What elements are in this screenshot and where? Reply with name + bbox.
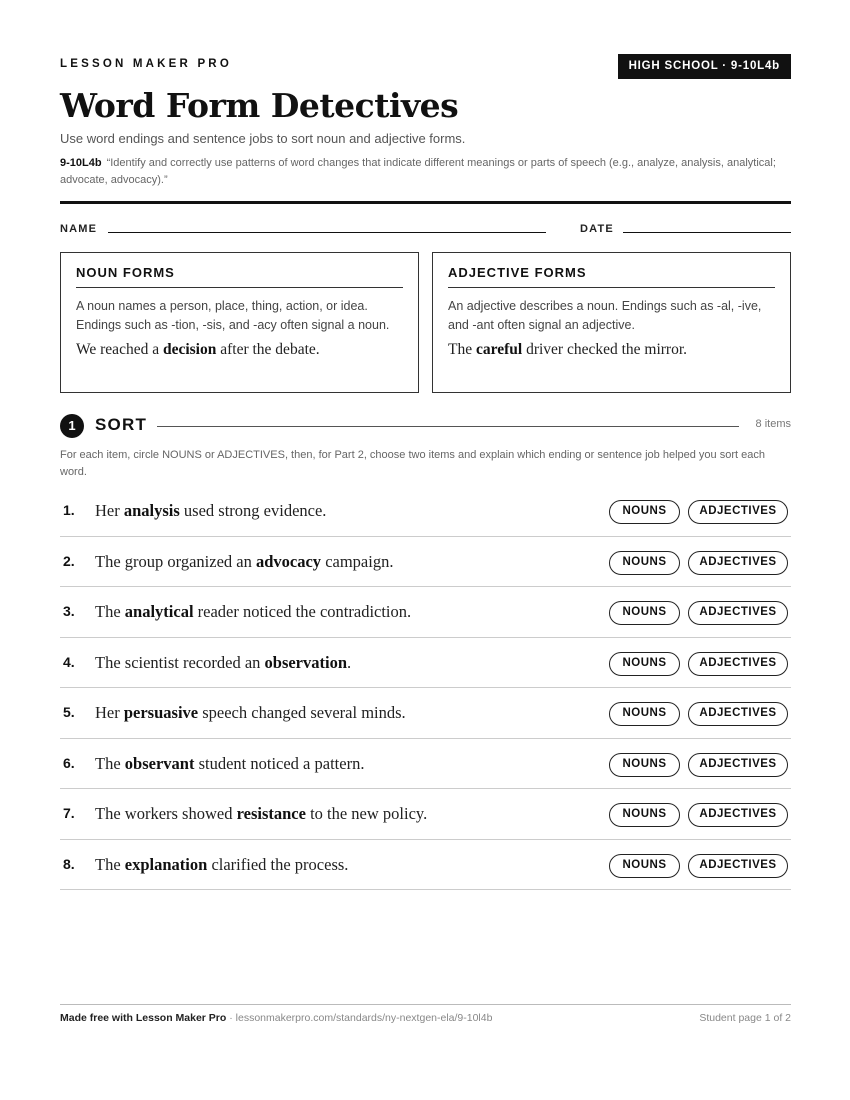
nouns-option[interactable]: NOUNS bbox=[609, 702, 680, 726]
card-heading: NOUN FORMS bbox=[76, 265, 403, 288]
noun-forms-card bbox=[60, 252, 419, 393]
item-sentence: Her analysis used strong evidence. bbox=[95, 501, 327, 520]
item-number: 3. bbox=[63, 603, 75, 619]
item-number: 1. bbox=[63, 502, 75, 518]
section-instructions: For each item, circle NOUNS or ADJECTIVES, then, for Part 2, choose two items and explain which ending or sentence job helped you sort each word. bbox=[60, 449, 765, 478]
sort-item bbox=[60, 688, 791, 739]
adjectives-option[interactable]: ADJECTIVES bbox=[688, 753, 788, 777]
item-count: 8 items bbox=[755, 418, 791, 430]
sort-item bbox=[60, 638, 791, 689]
target-word: explanation bbox=[124, 854, 208, 874]
sort-item-list bbox=[60, 486, 791, 890]
sort-item bbox=[60, 486, 791, 537]
nouns-option[interactable]: NOUNS bbox=[609, 753, 680, 777]
card-example: We reached a decision after the debate. bbox=[76, 341, 320, 358]
adjective-forms-card bbox=[432, 252, 791, 393]
standard-description: “Identify and correctly use patterns of word changes that indicate different meanings or parts of speech (e.g., analyze, analysis, analytical; advocate, advocacy).” bbox=[60, 157, 776, 186]
page-subtitle: Use word endings and sentence jobs to sort noun and adjective forms. bbox=[60, 131, 466, 146]
adjectives-option[interactable]: ADJECTIVES bbox=[688, 601, 788, 625]
card-heading: ADJECTIVE FORMS bbox=[448, 265, 775, 288]
item-number: 7. bbox=[63, 805, 75, 821]
page-title: Word Form Detectives bbox=[60, 86, 459, 125]
target-word: persuasive bbox=[123, 703, 199, 722]
standard-text bbox=[60, 155, 791, 189]
item-number: 6. bbox=[63, 754, 75, 771]
name-label: NAME bbox=[60, 223, 98, 235]
adjectives-option[interactable]: ADJECTIVES bbox=[688, 803, 788, 827]
footer-made-with: Made free with Lesson Maker Pro bbox=[60, 1012, 227, 1024]
item-sentence: The scientist recorded an observation. bbox=[95, 652, 352, 672]
item-sentence: Her persuasive speech changed several minds. bbox=[95, 703, 406, 722]
item-sentence: The explanation clarified the process. bbox=[95, 854, 349, 874]
sort-item bbox=[60, 587, 791, 638]
item-number: 2. bbox=[63, 552, 75, 569]
example-word: decision bbox=[162, 341, 217, 358]
sort-item bbox=[60, 840, 791, 891]
item-sentence: The observant student noticed a pattern. bbox=[95, 753, 365, 773]
item-sentence: The group organized an advocacy campaign. bbox=[95, 551, 394, 571]
nouns-option[interactable]: NOUNS bbox=[609, 854, 680, 878]
nouns-option[interactable]: NOUNS bbox=[609, 652, 680, 676]
section-number-badge: 1 bbox=[60, 414, 84, 438]
section-divider bbox=[157, 426, 739, 427]
item-sentence: The workers showed resistance to the new policy. bbox=[95, 804, 428, 823]
target-word: resistance bbox=[236, 804, 306, 823]
nouns-option[interactable]: NOUNS bbox=[609, 601, 680, 625]
footer-credit bbox=[60, 1012, 492, 1024]
target-word: observant bbox=[124, 753, 195, 773]
page-indicator: Student page 1 of 2 bbox=[699, 1012, 791, 1024]
item-number: 4. bbox=[63, 653, 75, 670]
adjectives-option[interactable]: ADJECTIVES bbox=[688, 551, 788, 575]
item-number: 8. bbox=[63, 855, 75, 872]
card-description: An adjective describes a noun. Endings such as -al, -ive, and -ant often signal an adjective. bbox=[448, 299, 762, 332]
item-sentence: The analytical reader noticed the contradiction. bbox=[95, 602, 412, 621]
sort-item bbox=[60, 739, 791, 790]
card-example: The careful driver checked the mirror. bbox=[448, 341, 688, 358]
adjectives-option[interactable]: ADJECTIVES bbox=[688, 702, 788, 726]
worksheet-page bbox=[60, 0, 791, 1100]
nouns-option[interactable]: NOUNS bbox=[609, 551, 680, 575]
sort-item bbox=[60, 789, 791, 840]
item-number: 5. bbox=[63, 704, 75, 720]
target-word: observation bbox=[264, 652, 348, 672]
adjectives-option[interactable]: ADJECTIVES bbox=[688, 854, 788, 878]
example-word: careful bbox=[475, 341, 523, 358]
date-label: DATE bbox=[580, 223, 614, 235]
footer-divider bbox=[60, 1004, 791, 1005]
card-description: A noun names a person, place, thing, action, or idea. Endings such as -tion, -sis, and -acy often signal a noun. bbox=[76, 299, 390, 332]
header-divider bbox=[60, 201, 791, 204]
nouns-option[interactable]: NOUNS bbox=[609, 803, 680, 827]
grade-badge: HIGH SCHOOL · 9-10L4b bbox=[618, 54, 791, 79]
brand-name: LESSON MAKER PRO bbox=[60, 58, 232, 70]
target-word: advocacy bbox=[255, 551, 322, 571]
name-field[interactable] bbox=[108, 232, 546, 233]
nouns-option[interactable]: NOUNS bbox=[609, 500, 680, 524]
adjectives-option[interactable]: ADJECTIVES bbox=[688, 500, 788, 524]
target-word: analytical bbox=[124, 602, 194, 621]
target-word: analysis bbox=[123, 501, 180, 520]
sort-item bbox=[60, 537, 791, 588]
footer-url[interactable]: · lessonmakerpro.com/standards/ny-nextgen-ela/9-10l4b bbox=[226, 1012, 493, 1024]
adjectives-option[interactable]: ADJECTIVES bbox=[688, 652, 788, 676]
standard-code: 9-10L4b bbox=[60, 157, 102, 169]
section-title: SORT bbox=[95, 415, 148, 434]
date-field[interactable] bbox=[623, 232, 791, 233]
